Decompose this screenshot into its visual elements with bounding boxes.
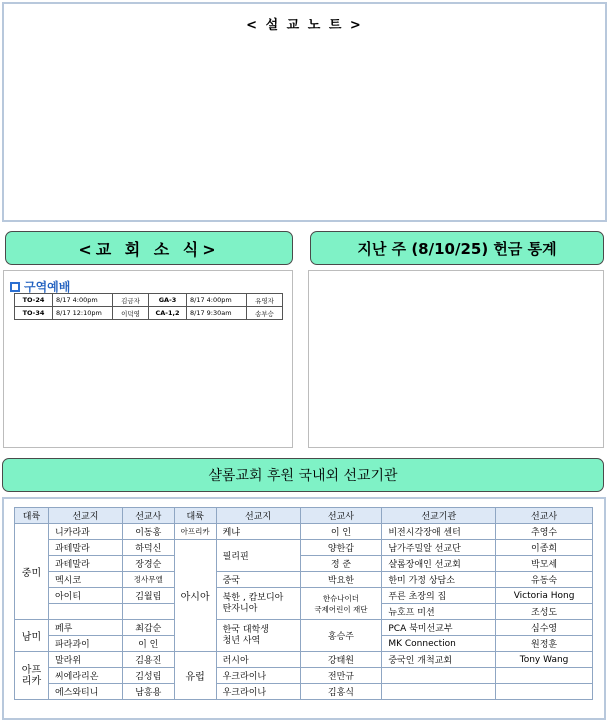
mission-org: PCA 북미선교부 — [382, 620, 496, 636]
missionary: 이동홍 — [122, 524, 174, 540]
mission-org: 한미 가정 상담소 — [382, 572, 496, 588]
missionary: 하덕신 — [122, 540, 174, 556]
mission-org — [382, 684, 496, 700]
missionary: 추영수 — [496, 524, 593, 540]
region-cell: 아프리카 — [174, 524, 216, 540]
sermon-notes-panel — [2, 2, 607, 222]
missionary: Tony Wang — [496, 652, 593, 668]
column-header: 대륙 — [174, 508, 216, 524]
offering-stats-panel — [308, 270, 604, 448]
missionary: 조성도 — [496, 604, 593, 620]
district-host: 이덕영 — [113, 307, 149, 320]
table-row — [15, 524, 593, 540]
missionary-line: 국제어린이 재단 — [314, 604, 368, 614]
table-header-row — [15, 508, 593, 524]
mission-field: 페루 — [48, 620, 122, 636]
mission-field: 우크라이나 — [216, 684, 300, 700]
mission-field — [216, 588, 300, 620]
district-code: GA-3 — [149, 294, 187, 307]
table-row — [15, 620, 593, 636]
mission-org: MK Connection — [382, 636, 496, 652]
district-worship-table — [14, 293, 283, 320]
district-code: CA-1,2 — [149, 307, 187, 320]
missionary: 김성림 — [122, 668, 174, 684]
mission-field: 필리핀 — [216, 540, 300, 572]
missionary — [496, 684, 593, 700]
district-worship-title: 구역예배 — [24, 280, 71, 294]
table-row — [15, 572, 593, 588]
missionary: 정 준 — [300, 556, 382, 572]
district-code: TO-24 — [15, 294, 53, 307]
missionary: 박모세 — [496, 556, 593, 572]
mission-field: 러시아 — [216, 652, 300, 668]
mission-field: 과테말라 — [48, 556, 122, 572]
church-news-panel — [3, 270, 293, 448]
column-header: 선교사 — [122, 508, 174, 524]
mission-field: 과테말라 — [48, 540, 122, 556]
district-time: 8/17 9:30am — [187, 307, 247, 320]
missionary: 박요한 — [300, 572, 382, 588]
region-cell: 유럽 — [174, 652, 216, 700]
table-row — [15, 652, 593, 668]
column-header: 선교기관 — [382, 508, 496, 524]
column-header: 선교사 — [300, 508, 382, 524]
missionary: 유동숙 — [496, 572, 593, 588]
region-cell: 아시아 — [174, 540, 216, 652]
missionary: 이종희 — [496, 540, 593, 556]
missionary: Victoria Hong — [496, 588, 593, 604]
district-time: 8/17 4:00pm — [53, 294, 113, 307]
mission-field: 멕시코 — [48, 572, 122, 588]
table-row — [15, 668, 593, 684]
mission-field-line: 한국 대학생 — [222, 624, 269, 635]
missionary — [122, 604, 174, 620]
mission-field — [48, 604, 122, 620]
sermon-notes-title: < 설 교 노 트 > — [246, 18, 363, 33]
mission-field: 중국 — [216, 572, 300, 588]
region-cell: 중미 — [15, 524, 49, 620]
missionary: 강태원 — [300, 652, 382, 668]
column-header: 선교지 — [216, 508, 300, 524]
district-host: 김금자 — [113, 294, 149, 307]
missionary: 원정훈 — [496, 636, 593, 652]
missions-panel — [2, 497, 606, 720]
district-time: 8/17 4:00pm — [187, 294, 247, 307]
missionary: 정사무엘 — [122, 572, 174, 588]
region-cell: 남미 — [15, 620, 49, 652]
district-host: 송부승 — [247, 307, 283, 320]
missionary: 장경순 — [122, 556, 174, 572]
missionary: 전만규 — [300, 668, 382, 684]
mission-field: 에스와티니 — [48, 684, 122, 700]
table-row — [15, 294, 283, 307]
mission-org: 뉴호프 미션 — [382, 604, 496, 620]
missionary — [496, 668, 593, 684]
column-header: 선교지 — [48, 508, 122, 524]
missionary: 김홍식 — [300, 684, 382, 700]
missions-table — [14, 507, 593, 700]
mission-field-line: 탄자니아 — [222, 603, 258, 614]
missionary: 최갑순 — [122, 620, 174, 636]
table-row — [15, 556, 593, 572]
missionary-line: 한슈나이더 — [322, 593, 360, 603]
mission-org: 비전시각장애 센터 — [382, 524, 496, 540]
mission-org: 남가주밀알 선교단 — [382, 540, 496, 556]
mission-org: 중국인 개척교회 — [382, 652, 496, 668]
offering-stats-header: 지난 주 (8/10/25) 헌금 통계 — [310, 231, 604, 265]
missionary: 심수영 — [496, 620, 593, 636]
mission-field: 말라위 — [48, 652, 122, 668]
missionary: 홍승주 — [300, 620, 382, 652]
mission-field: 아이티 — [48, 588, 122, 604]
church-news-header: <교 회 소 식> — [5, 231, 293, 265]
region-cell: 아프리카 — [15, 652, 49, 700]
district-host: 유영자 — [247, 294, 283, 307]
mission-org — [382, 668, 496, 684]
mission-field: 케냐 — [216, 524, 300, 540]
mission-org: 푸른 초장의 집 — [382, 588, 496, 604]
mission-field: 씨에라리온 — [48, 668, 122, 684]
missionary: 김용진 — [122, 652, 174, 668]
column-header: 대륙 — [15, 508, 49, 524]
mission-field — [216, 620, 300, 652]
table-row — [15, 307, 283, 320]
missionary: 이 인 — [300, 524, 382, 540]
missionary: 남흥용 — [122, 684, 174, 700]
missionary: 이 인 — [122, 636, 174, 652]
missions-header: 샬롬교회 후원 국내외 선교기관 — [2, 458, 604, 492]
table-row — [15, 588, 593, 604]
mission-field-line: 북한 , 캄보디아 — [222, 592, 284, 603]
district-code: TO-34 — [15, 307, 53, 320]
mission-field: 파라과이 — [48, 636, 122, 652]
table-row — [15, 540, 593, 556]
missionary: 양한갑 — [300, 540, 382, 556]
missionary: 김월림 — [122, 588, 174, 604]
mission-org: 샬롬장애인 선교회 — [382, 556, 496, 572]
mission-field: 우크라이나 — [216, 668, 300, 684]
mission-field: 니카라과 — [48, 524, 122, 540]
district-time: 8/17 12:10pm — [53, 307, 113, 320]
checkbox-square-icon — [10, 282, 20, 292]
table-row — [15, 684, 593, 700]
column-header: 선교사 — [496, 508, 593, 524]
mission-field-line: 청년 사역 — [222, 635, 261, 646]
missionary — [300, 588, 382, 620]
